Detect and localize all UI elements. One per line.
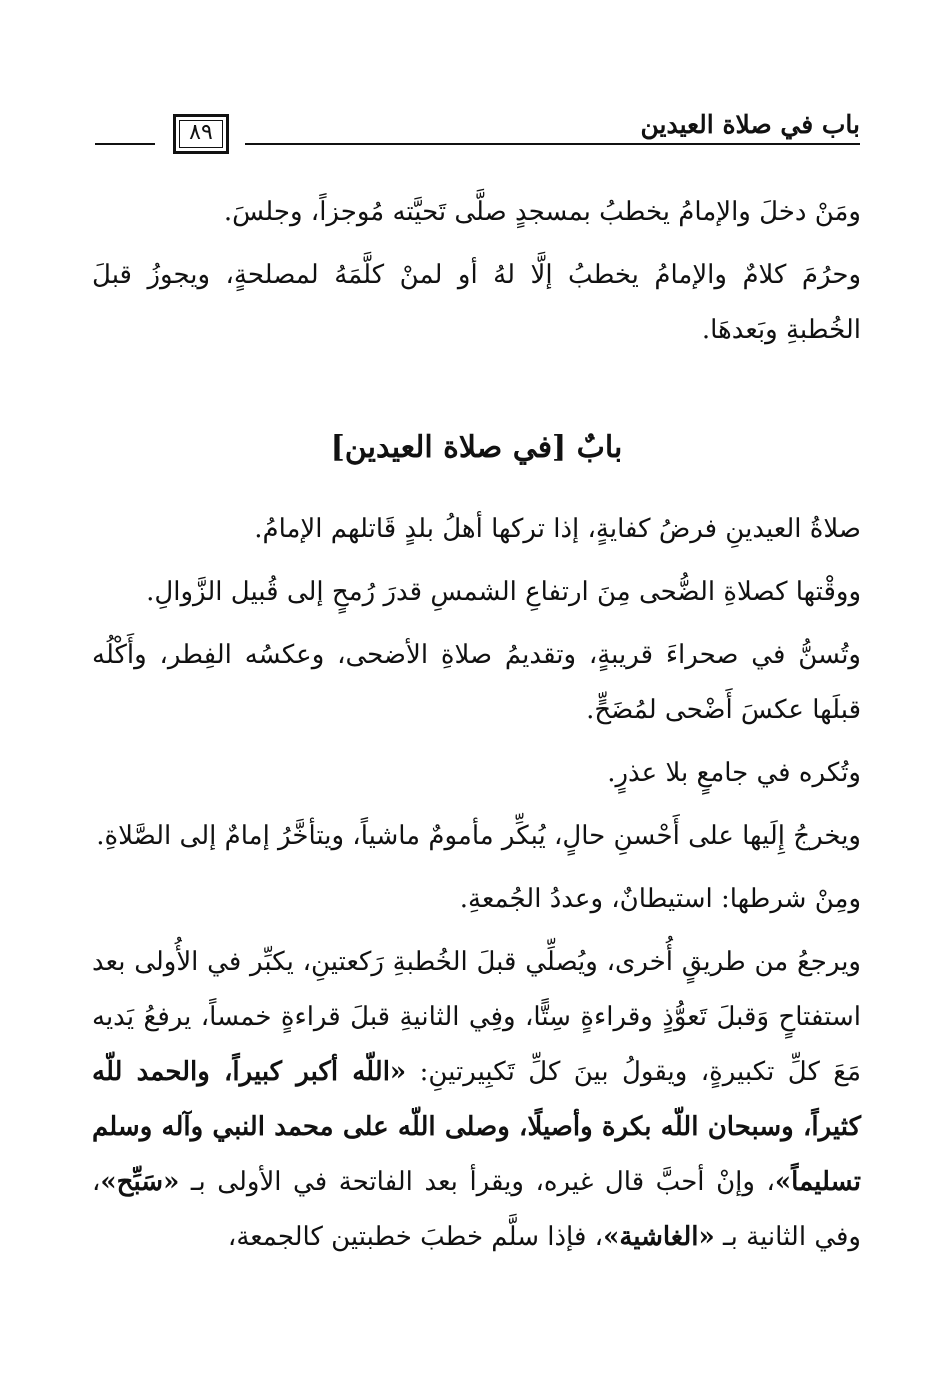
paragraph-9-text-2: ، وإنْ أحبَّ قال غيره، ويقرأ بعد الفاتحة في الأولى بـ <box>179 1167 775 1197</box>
takbir-quote: «اللّه أكبر كبيراً، والحمد للّه كثيراً، وسبحان اللّه بكرة وأصيلًا، وصلى اللّه على محمد النبي وآله وسلم تسليماً» <box>92 1057 861 1197</box>
header-title: باب في صلاة العيدين <box>640 110 860 139</box>
paragraph-7: ويخرجُ إِلَيها على أَحْسنِ حالٍ، يُبكِّر مأمومٌ ماشياً، ويتأخَّرُ إمامٌ إلى الصَّلاةِ. <box>96 821 861 851</box>
paragraph-3: صلاةُ العيدينِ فرضُ كفايةٍ، إذا تركها أهلُ بلدٍ قَاتلهم الإمامُ. <box>254 514 861 544</box>
paragraph-5: وتُسنُّ في صحراءَ قريبةٍ، وتقديمُ صلاةِ الأضحى، وعكسُه الفِطر، وأَكْلُه قبلَها عكسَ أَضْحى لمُضَحٍّ. <box>92 640 861 725</box>
page-body <box>92 185 861 1273</box>
paragraph-9-text-3: ، وفي الثانية بـ <box>92 1167 861 1252</box>
paragraph-9 <box>92 935 861 1265</box>
paragraph-9-text-4: ، فإذا سلَّم خطبَ خطبتين كالجمعة، <box>227 1222 604 1252</box>
paragraph-8: ومِنْ شرطها: استيطانٌ، وعددُ الجُمعةِ. <box>459 884 861 914</box>
page-number: ٨٩ <box>173 114 229 154</box>
header-rule <box>245 143 860 145</box>
surah-sabbih: «سَبِّح» <box>100 1167 180 1197</box>
header-rule-short <box>95 143 155 145</box>
paragraph-2: وحرُمَ كلامٌ والإمامُ يخطبُ إلَّا لهُ أو لمنْ كلَّمَهُ لمصلحةٍ، ويجوزُ قبلَ الخُطبةِ وبَعدهَا. <box>92 260 861 345</box>
paragraph-4: ووقْتها كصلاةِ الضُّحى مِنَ ارتفاعِ الشمسِ قدرَ رُمحٍ إلى قُبيل الزَّوالِ. <box>146 577 861 607</box>
paragraph-1: ومَنْ دخلَ والإمامُ يخطبُ بمسجدٍ صلَّى تَحيَّته مُوجزاً، وجلسَ. <box>223 197 861 227</box>
running-header <box>95 108 860 154</box>
paragraph-9-text-1: ويرجعُ من طريقٍ أُخرى، ويُصلِّي قبلَ الخُطبةِ رَكعتينِ، يكبِّر في الأُولى بعد استفتاحٍ وَقبلَ تَعوُّذٍ وقراءةٍ سِتًّا، وفِي الثانيةِ قبلَ قراءةٍ خمساً، يرفعُ يَديه مَعَ كلِّ تكبيرةٍ، ويقولُ بينَ كلِّ تَكبِيرتينِ: <box>92 947 861 1087</box>
section-heading: بابٌ [في صلاة العيدين] <box>330 430 623 465</box>
paragraph-6: وتُكره في جامعٍ بلا عذرٍ. <box>607 758 861 788</box>
surah-ghashiya: «الغاشية» <box>603 1222 715 1252</box>
